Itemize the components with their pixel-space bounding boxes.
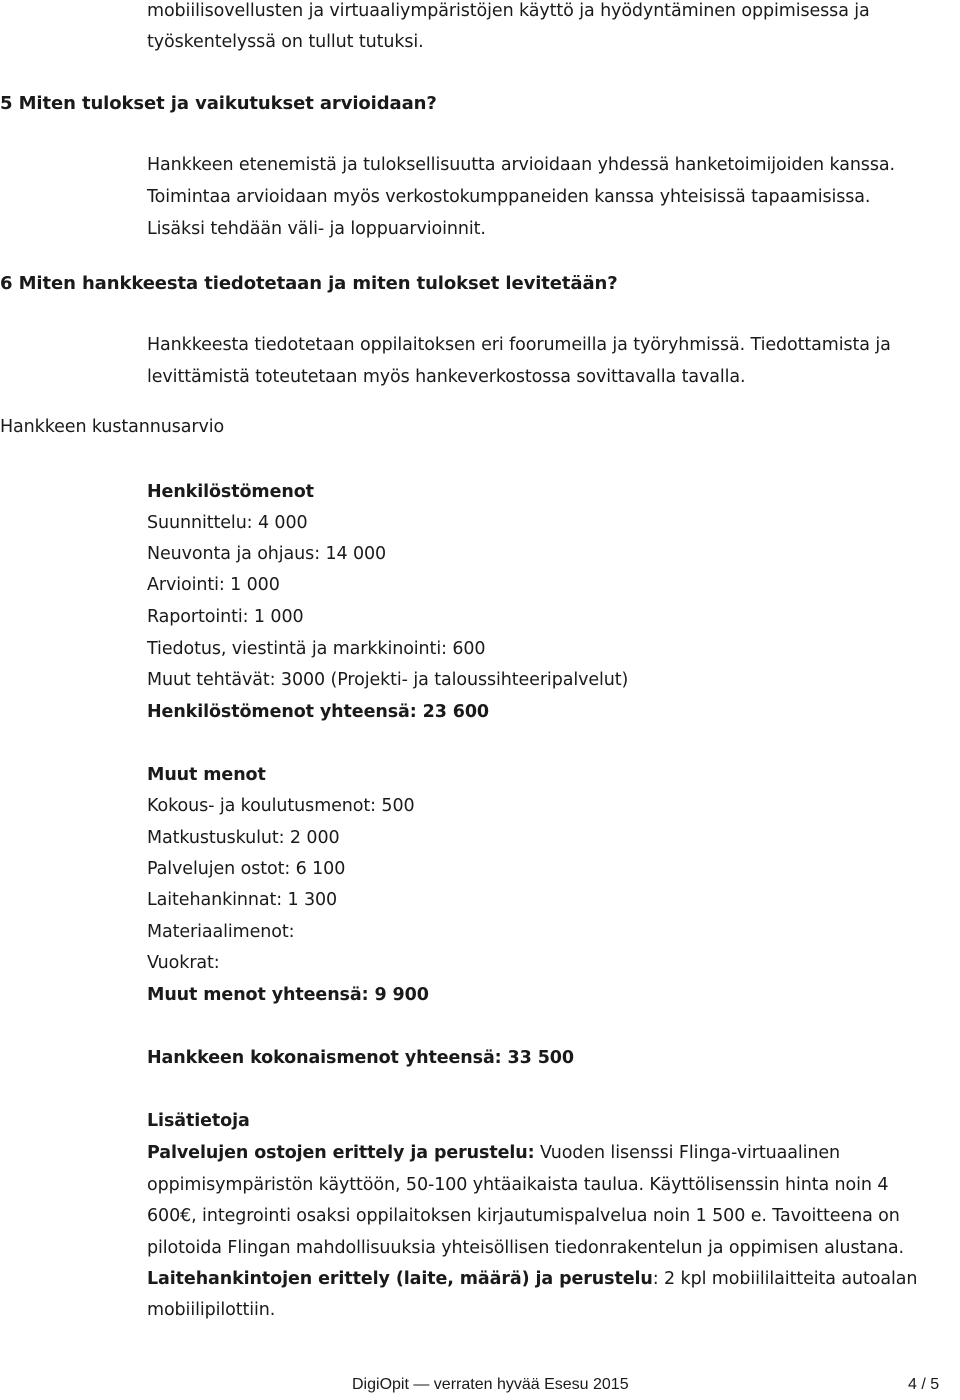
personnel-costs-title: Henkilöstömenot — [147, 482, 314, 502]
section-5-line: Hankkeen etenemistä ja tuloksellisuutta arvioidaan yhdessä hanketoimijoiden kanssa. — [147, 155, 895, 175]
services-text: Vuoden lisenssi Flinga-virtuaalinen — [534, 1143, 841, 1163]
services-paragraph-line: oppimisympäristön käyttöön, 50-100 yhtäaikaista taulua. Käyttölisenssin hinta noin 4 — [147, 1175, 889, 1195]
personnel-costs-total: Henkilöstömenot yhteensä: 23 600 — [147, 702, 489, 722]
intro-line-1: mobiilisovellusten ja virtuaaliympäristöjen käyttö ja hyödyntäminen oppimisessa ja — [147, 1, 870, 21]
services-paragraph-line: 600€, integrointi osaksi oppilaitoksen kirjautumispalvelua noin 1 500 e. Tavoitteena on — [147, 1206, 900, 1226]
services-label: Palvelujen ostojen erittely ja perustelu: — [147, 1143, 535, 1163]
section-5-heading: 5 Miten tulokset ja vaikutukset arvioidaan? — [0, 93, 437, 114]
equipment-text: : 2 kpl mobiililaitteita autoalan — [652, 1269, 918, 1289]
equipment-label: Laitehankintojen erittely (laite, määrä) ja perustelu — [147, 1269, 653, 1289]
section-6-heading: 6 Miten hankkeesta tiedotetaan ja miten tulokset levitetään? — [0, 273, 618, 294]
footer-title: DigiOpit — verraten hyvää Esesu 2015 — [352, 1376, 629, 1393]
intro-line-2: työskentelyssä on tullut tutuksi. — [147, 32, 424, 52]
other-cost-item: Palvelujen ostot: 6 100 — [147, 859, 346, 879]
equipment-paragraph-line: mobiilipilottiin. — [147, 1300, 276, 1320]
grand-total: Hankkeen kokonaismenot yhteensä: 33 500 — [147, 1048, 574, 1068]
other-costs-title: Muut menot — [147, 765, 266, 785]
personnel-cost-item: Arviointi: 1 000 — [147, 575, 280, 595]
section-6-line: Hankkeesta tiedotetaan oppilaitoksen eri foorumeilla ja työryhmissä. Tiedottamista ja — [147, 335, 891, 355]
other-cost-item: Laitehankinnat: 1 300 — [147, 890, 338, 910]
other-costs-total: Muut menot yhteensä: 9 900 — [147, 985, 429, 1005]
personnel-cost-item: Tiedotus, viestintä ja markkinointi: 600 — [147, 639, 486, 659]
other-cost-item: Kokous- ja koulutusmenot: 500 — [147, 796, 415, 816]
personnel-cost-item: Suunnittelu: 4 000 — [147, 513, 308, 533]
services-paragraph-line-1 — [147, 1138, 840, 1169]
personnel-cost-item: Neuvonta ja ohjaus: 14 000 — [147, 544, 387, 564]
other-cost-item: Matkustuskulut: 2 000 — [147, 828, 340, 848]
services-paragraph-line: pilotoida Flingan mahdollisuuksia yhteisöllisen tiedonrakentelun ja oppimisen alustana. — [147, 1238, 904, 1258]
page-number: 4 / 5 — [908, 1376, 940, 1393]
section-5-line: Toimintaa arvioidaan myös verkostokumppaneiden kanssa yhteisissä tapaamisissa. — [147, 187, 871, 207]
personnel-cost-item: Raportointi: 1 000 — [147, 607, 304, 627]
budget-heading: Hankkeen kustannusarvio — [0, 417, 225, 437]
personnel-cost-item: Muut tehtävät: 3000 (Projekti- ja taloussihteeripalvelut) — [147, 670, 629, 690]
equipment-paragraph-line-1 — [147, 1264, 917, 1295]
section-6-line: levittämistä toteutetaan myös hankeverkostossa sovittavalla tavalla. — [147, 367, 746, 387]
section-5-line: Lisäksi tehdään väli- ja loppuarvioinnit. — [147, 219, 486, 239]
additional-info-title: Lisätietoja — [147, 1111, 250, 1131]
other-cost-item: Materiaalimenot: — [147, 922, 295, 942]
other-cost-item: Vuokrat: — [147, 953, 220, 973]
